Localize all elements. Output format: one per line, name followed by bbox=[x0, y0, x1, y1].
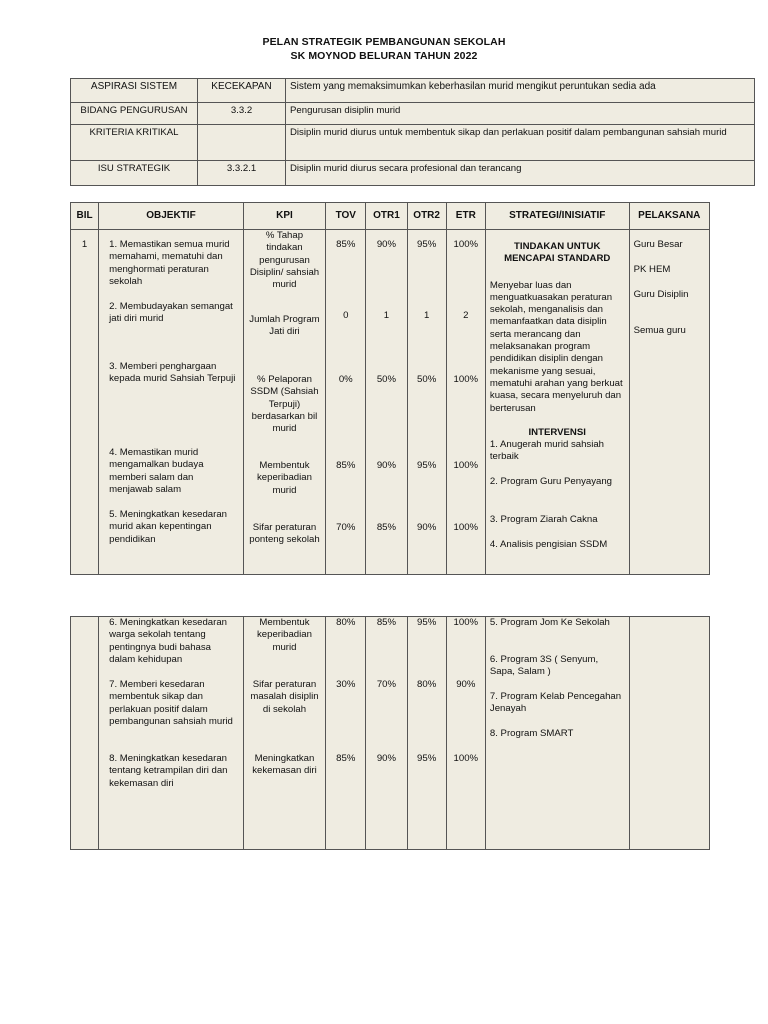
tov-value: 30% bbox=[336, 679, 356, 690]
tov-value: 70% bbox=[336, 522, 356, 533]
tov-value: 0% bbox=[338, 374, 353, 385]
kriteria-label: KRITERIA KRITIKAL bbox=[71, 125, 198, 161]
objektif-cell bbox=[99, 230, 244, 575]
kpi-item: Sifar peraturan ponteng sekolah bbox=[249, 522, 320, 546]
pelaksana-item: PK HEM bbox=[633, 264, 671, 275]
header-otr2: OTR2 bbox=[407, 203, 446, 230]
etr-value: 90% bbox=[456, 679, 476, 690]
pelaksana-cell bbox=[629, 617, 709, 850]
kpi-item: % Tahap tindakan pengurusan Disiplin/ sahsiah murid bbox=[249, 230, 320, 291]
etr-value: 100% bbox=[453, 753, 479, 764]
objective-item: 7. Memberi kesedaran membentuk sikap dan perlakuan positif dalam pembangunan sahsiah murid bbox=[109, 679, 233, 727]
etr-value: 2 bbox=[463, 310, 469, 321]
strategi-item: 7. Program Kelab Pencegahan Jenayah bbox=[489, 691, 622, 715]
isu-label: ISU STRATEGIK bbox=[71, 161, 198, 186]
otr1-value: 90% bbox=[376, 460, 397, 471]
etr-value: 100% bbox=[453, 617, 479, 628]
kpi-item: Jumlah Program Jati diri bbox=[249, 314, 320, 338]
objective-item: 5. Meningkatkan kesedaran murid akan kepentingan pendidikan bbox=[109, 509, 227, 545]
kecekapan-label: KECEKAPAN bbox=[198, 79, 286, 103]
header-tov: TOV bbox=[326, 203, 366, 230]
header-bil: BIL bbox=[71, 203, 99, 230]
otr1-value: 70% bbox=[376, 679, 397, 690]
pelaksana-item: Guru Besar bbox=[633, 239, 683, 250]
objektif-cell bbox=[99, 617, 244, 850]
bidang-code: 3.3.2 bbox=[198, 103, 286, 125]
otr1-value: 50% bbox=[376, 374, 397, 385]
aspirasi-label: ASPIRASI SISTEM bbox=[71, 79, 198, 103]
pelaksana-cell bbox=[629, 230, 709, 575]
bidang-value: Pengurusan disiplin murid bbox=[286, 103, 755, 125]
tov-cell bbox=[326, 230, 366, 575]
otr1-value: 1 bbox=[383, 310, 390, 321]
strategi-cell bbox=[485, 617, 629, 850]
etr-value: 100% bbox=[453, 374, 479, 385]
otr2-value: 1 bbox=[423, 310, 430, 321]
kpi-cell bbox=[243, 230, 325, 575]
strategi-item: 8. Program SMART bbox=[489, 728, 574, 739]
intervensi-heading: INTERVENSI bbox=[528, 426, 586, 438]
header-kpi: KPI bbox=[243, 203, 325, 230]
etr-value: 100% bbox=[453, 522, 479, 533]
header-etr: ETR bbox=[446, 203, 485, 230]
tov-value: 0 bbox=[343, 310, 349, 321]
otr1-cell bbox=[366, 617, 407, 850]
intervensi-item: 2. Program Guru Penyayang bbox=[489, 476, 613, 488]
info-table bbox=[70, 78, 755, 186]
isu-value: Disiplin murid diurus secara profesional dan terancang bbox=[286, 161, 755, 186]
otr2-cell bbox=[407, 617, 446, 850]
otr1-value: 90% bbox=[376, 239, 397, 250]
etr-value: 100% bbox=[453, 460, 479, 471]
header-strategi: STRATEGI/INISIATIF bbox=[485, 203, 629, 230]
table-row bbox=[71, 230, 710, 575]
tov-value: 85% bbox=[336, 239, 356, 250]
objective-item: 6. Meningkatkan kesedaran warga sekolah tentang pentingnya budi bahasa dalam kehidupan bbox=[109, 617, 227, 665]
bidang-label: BIDANG PENGURUSAN bbox=[71, 103, 198, 125]
otr2-value: 90% bbox=[417, 522, 437, 533]
strategi-item: 6. Program 3S ( Senyum, Sapa, Salam ) bbox=[489, 654, 599, 678]
tov-value: 85% bbox=[336, 460, 356, 471]
otr2-value: 95% bbox=[417, 239, 437, 250]
objective-item: 1. Memastikan semua murid memahami, mematuhi dan menghormati peraturan sekolah bbox=[109, 239, 230, 287]
header-objektif: OBJEKTIF bbox=[99, 203, 244, 230]
otr2-value: 80% bbox=[417, 679, 437, 690]
pelaksana-item: Guru Disiplin bbox=[633, 289, 689, 300]
otr2-cell bbox=[407, 230, 446, 575]
etr-cell bbox=[446, 230, 485, 575]
kriteria-value: Disiplin murid diurus untuk membentuk sikap dan perlakuan positif dalam pembangunan sahsiah murid bbox=[286, 125, 755, 161]
tov-value: 80% bbox=[336, 617, 356, 628]
otr1-value: 85% bbox=[376, 617, 397, 628]
objective-item: 4. Memastikan murid mengamalkan budaya memberi salam dan menjawab salam bbox=[109, 447, 204, 495]
strategi-cell bbox=[485, 230, 629, 575]
bil-cell bbox=[71, 617, 99, 850]
pelaksana-item: Semua guru bbox=[633, 325, 686, 336]
otr2-value: 50% bbox=[417, 374, 437, 385]
kpi-item: Meningkatkan kekemasan diri bbox=[252, 753, 317, 777]
kpi-cell bbox=[243, 617, 325, 850]
aspirasi-value: Sistem yang memaksimumkan keberhasilan murid mengikut peruntukan sedia ada bbox=[286, 79, 755, 103]
strategic-plan-continuation-table bbox=[70, 616, 710, 850]
table-row bbox=[71, 617, 710, 850]
document-subtitle: SK MOYNOD BELURAN TAHUN 2022 bbox=[290, 50, 478, 62]
objective-item: 2. Membudayakan semangat jati diri murid bbox=[109, 301, 233, 325]
objective-item: 8. Meningkatkan kesedaran tentang ketrampilan diri dan kekemasan diri bbox=[109, 753, 228, 789]
kpi-item: Sifar peraturan masalah disiplin di sekolah bbox=[250, 679, 319, 715]
tov-cell bbox=[326, 617, 366, 850]
intervensi-item: 1. Anugerah murid sahsiah terbaik bbox=[489, 439, 605, 463]
bil-cell: 1 bbox=[71, 230, 99, 575]
intervensi-item: 3. Program Ziarah Cakna bbox=[489, 514, 598, 526]
kpi-item: Membentuk keperibadian murid bbox=[257, 617, 312, 653]
strategi-text: Menyebar luas dan menguatkuasakan peraturan sekolah, menganalisis dan memanfaatkan data disiplin serta merancang dan melaksanakan program pendidikan disiplin dengan mekanisme yang sesuai, mematuhi arahan yang berkuat kuasa, secara menyeluruh dan berterusan bbox=[489, 279, 623, 414]
kpi-item: Membentuk keperibadian murid bbox=[257, 460, 312, 496]
kriteria-code bbox=[198, 125, 286, 161]
otr2-value: 95% bbox=[417, 753, 437, 764]
intervensi-item: 4. Analisis pengisian SSDM bbox=[489, 539, 608, 551]
kpi-item: % Pelaporan SSDM (Sahsiah Terpuji) berdasarkan bil murid bbox=[250, 374, 319, 435]
etr-cell bbox=[446, 617, 485, 850]
otr2-value: 95% bbox=[417, 617, 437, 628]
otr1-value: 85% bbox=[376, 522, 397, 533]
strategi-item: 5. Program Jom Ke Sekolah bbox=[489, 617, 610, 628]
otr1-value: 90% bbox=[376, 753, 397, 764]
strategic-plan-table bbox=[70, 202, 710, 575]
header-pelaksana: PELAKSANA bbox=[629, 203, 709, 230]
strategi-heading: TINDAKAN UNTUK MENCAPAI STANDARD bbox=[504, 241, 611, 265]
isu-code: 3.3.2.1 bbox=[198, 161, 286, 186]
otr1-cell bbox=[366, 230, 407, 575]
etr-value: 100% bbox=[453, 239, 479, 250]
otr2-value: 95% bbox=[417, 460, 437, 471]
header-otr1: OTR1 bbox=[366, 203, 407, 230]
table-header-row bbox=[71, 203, 710, 230]
document-title: PELAN STRATEGIK PEMBANGUNAN SEKOLAH bbox=[262, 36, 506, 48]
objective-item: 3. Memberi penghargaan kepada murid Sahsiah Terpuji bbox=[109, 361, 236, 385]
tov-value: 85% bbox=[336, 753, 356, 764]
